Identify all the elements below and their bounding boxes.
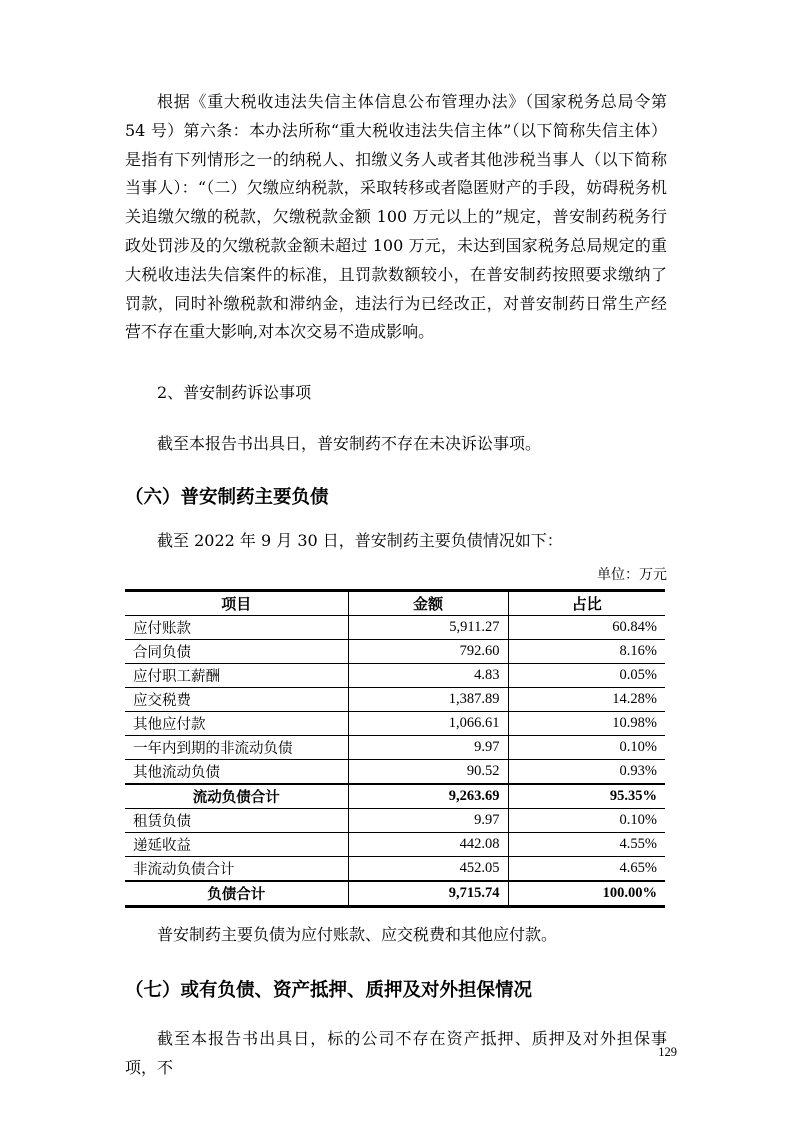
table-row — [125, 616, 665, 640]
cell-amount: 90.52 — [348, 760, 508, 785]
table-row — [125, 857, 665, 882]
cell-ratio: 0.10% — [508, 736, 665, 760]
liabilities-note-paragraph: 普安制药主要负债为应付账款、应交税费和其他应付款。 — [157, 925, 558, 945]
table-row — [125, 664, 665, 688]
cell-item: 其他流动负债 — [125, 760, 348, 785]
cell-ratio: 0.05% — [508, 664, 665, 688]
cell-ratio: 4.55% — [508, 833, 665, 857]
column-header-ratio: 占比 — [508, 591, 665, 616]
table-header-row — [125, 591, 665, 616]
table-row-liabilities-total — [125, 881, 665, 907]
pledge-paragraph: 截至本报告书出具日，标的公司不存在资产抵押、质押及对外担保事项，不 — [125, 1028, 667, 1077]
cell-ratio: 60.84% — [508, 616, 665, 640]
cell-item: 应付账款 — [125, 616, 348, 640]
cell-item: 流动负债合计 — [125, 784, 348, 809]
litigation-paragraph: 截至本报告书出具日，普安制药不存在未决诉讼事项。 — [157, 433, 542, 453]
cell-ratio: 10.98% — [508, 712, 665, 736]
cell-item: 租赁负债 — [125, 809, 348, 833]
table-row — [125, 712, 665, 736]
unit-label: 单位：万元 — [597, 567, 667, 584]
cell-item: 应付职工薪酬 — [125, 664, 348, 688]
cell-ratio: 14.28% — [508, 688, 665, 712]
cell-amount: 5,911.27 — [348, 616, 508, 640]
cell-item: 递延收益 — [125, 833, 348, 857]
cell-item: 非流动负债合计 — [125, 857, 348, 882]
liabilities-intro-paragraph: 截至 2022 年 9 月 30 日，普安制药主要负债情况如下： — [157, 530, 563, 550]
cell-ratio: 4.65% — [508, 857, 665, 882]
litigation-subheading: 2、普安制药诉讼事项 — [157, 383, 312, 403]
cell-amount: 792.60 — [348, 640, 508, 664]
cell-ratio: 100.00% — [508, 881, 665, 907]
cell-ratio: 0.93% — [508, 760, 665, 785]
cell-amount: 9,715.74 — [348, 881, 508, 907]
page-number: 129 — [658, 1045, 677, 1059]
column-header-item: 项目 — [125, 591, 348, 616]
cell-item: 应交税费 — [125, 688, 348, 712]
cell-amount: 1,387.89 — [348, 688, 508, 712]
table-row — [125, 760, 665, 785]
table-row-current-liabilities-total — [125, 784, 665, 809]
paragraph-tax-violation: 根据《重大税收违法失信主体信息公布管理办法》（国家税务总局令第 54 号）第六条：本办法所称“重大税收违法失信主体”（以下简称失信主体）是指有下列情形之一的纳税人、扣缴义务人或者其他涉税当事人（以下简称当事人）：“（二）欠缴应纳税款，采取转移或者隐匿财产的手段，妨碍税务机关追缴欠缴的税款，欠缴税款金额 100 万元以上的”规定，普安制药税务行政处罚涉及的欠缴税款金额未超过 100 万元，未达到国家税务总局规定的重大税收违法失信案件的标准，且罚款数额较小，在普安制药按照要求缴纳了罚款，同时补缴税款和滞纳金，违法行为已经改正，对普安制药日常生产经营不存在重大影响,对本次交易不造成影响。 — [125, 92, 667, 342]
liabilities-table — [125, 589, 665, 908]
table-row — [125, 833, 665, 857]
cell-amount: 4.83 — [348, 664, 508, 688]
cell-item: 一年内到期的非流动负债 — [125, 736, 348, 760]
cell-ratio: 0.10% — [508, 809, 665, 833]
cell-amount: 1,066.61 — [348, 712, 508, 736]
table-row — [125, 688, 665, 712]
section-7-heading: （七）或有负债、资产抵押、质押及对外担保情况 — [125, 979, 533, 1001]
column-header-amount: 金额 — [348, 591, 508, 616]
cell-item: 合同负债 — [125, 640, 348, 664]
cell-amount: 9.97 — [348, 736, 508, 760]
cell-item: 其他应付款 — [125, 712, 348, 736]
cell-amount: 442.08 — [348, 833, 508, 857]
cell-ratio: 8.16% — [508, 640, 665, 664]
cell-amount: 9,263.69 — [348, 784, 508, 809]
table-row — [125, 736, 665, 760]
cell-item: 负债合计 — [125, 881, 348, 907]
cell-ratio: 95.35% — [508, 784, 665, 809]
cell-amount: 452.05 — [348, 857, 508, 882]
table-row — [125, 640, 665, 664]
cell-amount: 9.97 — [348, 809, 508, 833]
table-row — [125, 809, 665, 833]
section-6-heading: （六）普安制药主要负债 — [125, 485, 329, 507]
